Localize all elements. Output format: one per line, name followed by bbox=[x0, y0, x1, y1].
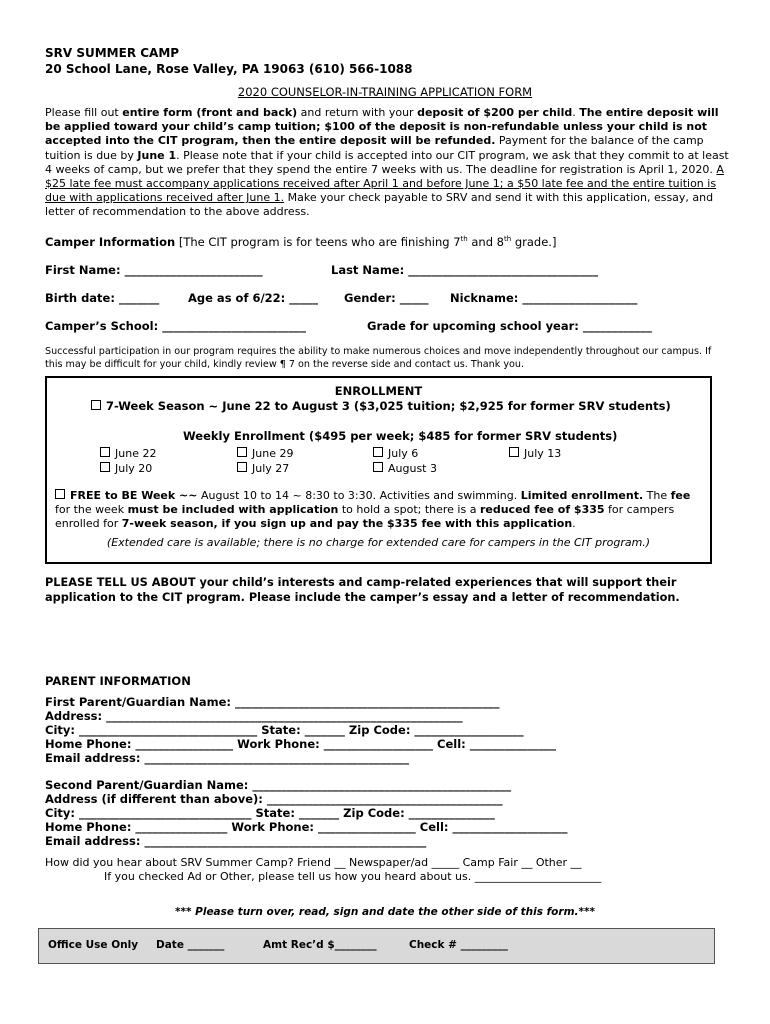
weekly-heading: Weekly Enrollment ($495 per week; $485 for former SRV students) bbox=[183, 429, 618, 443]
week-option[interactable]: August 3 bbox=[373, 462, 437, 475]
week-checkbox[interactable] bbox=[509, 447, 519, 457]
season-checkbox[interactable] bbox=[91, 400, 101, 410]
parent1-email-field[interactable]: Email address: ______________________________________________ bbox=[45, 751, 409, 765]
camper-info-heading: Camper Information [The CIT program is for teens who are finishing 7th and 8th grade.] bbox=[45, 235, 557, 249]
free-week-option[interactable]: FREE to BE Week ~~ August 10 to 14 ~ 8:30 to 3:30. Activities and swimming. Limited enrollment. The fee for the week must be included with application to hold a spot; there is a reduced fee of $335 for campers enrolled for 7-week season, if you sign up and pay the $335 fee with this application. bbox=[55, 489, 691, 531]
participation-notice: Successful participation in our program requires the ability to make numerous choices and move independently throughout our campus. If this may be difficult for your child, kindly review ¶ 7 on the reverse side and contact us. Thank you. bbox=[45, 346, 712, 370]
office-amount-field: Amt Rec’d $________ bbox=[263, 939, 377, 951]
grade-field[interactable]: Grade for upcoming school year: ____________ bbox=[367, 319, 652, 333]
age-field[interactable]: Age as of 6/22: _____ bbox=[188, 291, 319, 305]
last-name-field[interactable]: Last Name: _________________________________ bbox=[331, 263, 598, 277]
parent1-phone-field[interactable]: Home Phone: _________________ Work Phone: ___________________ Cell: _______________ bbox=[45, 737, 557, 751]
parent1-address-field[interactable]: Address: ______________________________________________________________ bbox=[45, 709, 463, 723]
office-date-field: Date _______ bbox=[156, 939, 225, 951]
parent1-city-field[interactable]: City: _______________________________ State: _______ Zip Code: ___________________ bbox=[45, 723, 524, 737]
parent2-name-field[interactable]: Second Parent/Guardian Name: _____________________________________________ bbox=[45, 778, 512, 792]
week-option[interactable]: July 20 bbox=[100, 462, 152, 475]
school-field[interactable]: Camper’s School: _________________________ bbox=[45, 319, 306, 333]
parent1-name-field[interactable]: First Parent/Guardian Name: ______________________________________________ bbox=[45, 695, 500, 709]
parent2-phone-field[interactable]: Home Phone: ________________ Work Phone: _________________ Cell: ____________________ bbox=[45, 820, 568, 834]
extended-care-note: (Extended care is available; there is no charge for extended care for campers in the CIT program.) bbox=[106, 536, 651, 549]
nickname-field[interactable]: Nickname: ____________________ bbox=[450, 291, 638, 305]
week-checkbox[interactable] bbox=[373, 462, 383, 472]
referral-detail-field[interactable]: If you checked Ad or Other, please tell us how you heard about us. _______________________ bbox=[104, 870, 602, 883]
gender-field[interactable]: Gender: _____ bbox=[344, 291, 429, 305]
week-checkbox[interactable] bbox=[237, 462, 247, 472]
form-title: 2020 COUNSELOR-IN-TRAINING APPLICATION FORM bbox=[237, 85, 533, 99]
office-check-field: Check # _________ bbox=[409, 939, 508, 951]
week-option[interactable]: June 22 bbox=[100, 447, 156, 460]
org-address: 20 School Lane, Rose Valley, PA 19063 (610) 566-1088 bbox=[45, 62, 413, 76]
season-option[interactable]: 7-Week Season ~ June 22 to August 3 ($3,025 tuition; $2,925 for former SRV students) bbox=[91, 399, 671, 413]
enrollment-box bbox=[45, 376, 712, 564]
referral-question[interactable]: How did you hear about SRV Summer Camp? Friend __ Newspaper/ad _____ Camp Fair __ Other __ bbox=[45, 856, 582, 869]
intro-paragraph: Please fill out entire form (front and back) and return with your deposit of $200 per child. The entire deposit will be applied toward your child’s camp tuition; $100 of the deposit is non-refundable unless your child is not accepted into the CIT program, then the entire deposit will be refunded. Payment for the balance of the camp tuition is due by June 1. Please note that if your child is accepted into our CIT program, we ask that they commit to at least 4 weeks of camp, but we prefer that they spend the entire 7 weeks with us. The deadline for registration is April 1, 2020. A $25 late fee must accompany applications received after April 1 and before June 1; a $50 late fee and the entire tuition is due with applications received after June 1. Make your check payable to SRV and send it with this application, essay, and letter of recommendation to the above address. bbox=[45, 106, 729, 219]
first-name-field[interactable]: First Name: ________________________ bbox=[45, 263, 263, 277]
week-checkbox[interactable] bbox=[100, 462, 110, 472]
week-option[interactable]: July 13 bbox=[509, 447, 561, 460]
parent-info-heading: PARENT INFORMATION bbox=[45, 674, 191, 688]
office-use-box bbox=[38, 928, 715, 964]
week-checkbox[interactable] bbox=[100, 447, 110, 457]
turn-over-note: *** Please turn over, read, sign and date the other side of this form.*** bbox=[175, 906, 595, 918]
enrollment-heading: ENROLLMENT bbox=[334, 384, 423, 398]
week-option[interactable]: July 27 bbox=[237, 462, 289, 475]
office-use-label: Office Use Only bbox=[48, 939, 139, 951]
tell-us-prompt: PLEASE TELL US ABOUT your child’s interests and camp-related experiences that will support their application to the CIT program. Please include the camper’s essay and a letter of recommendation. bbox=[45, 576, 680, 604]
free-week-checkbox[interactable] bbox=[55, 489, 65, 499]
week-option[interactable]: July 6 bbox=[373, 447, 418, 460]
org-name: SRV SUMMER CAMP bbox=[45, 46, 180, 60]
week-checkbox[interactable] bbox=[373, 447, 383, 457]
week-option[interactable]: June 29 bbox=[237, 447, 293, 460]
birth-date-field[interactable]: Birth date: _______ bbox=[45, 291, 160, 305]
parent2-city-field[interactable]: City: ______________________________ State: _______ Zip Code: _______________ bbox=[45, 806, 495, 820]
parent2-address-field[interactable]: Address (if different than above): _________________________________________ bbox=[45, 792, 503, 806]
week-checkbox[interactable] bbox=[237, 447, 247, 457]
parent2-email-field[interactable]: Email address: _________________________________________________ bbox=[45, 834, 427, 848]
